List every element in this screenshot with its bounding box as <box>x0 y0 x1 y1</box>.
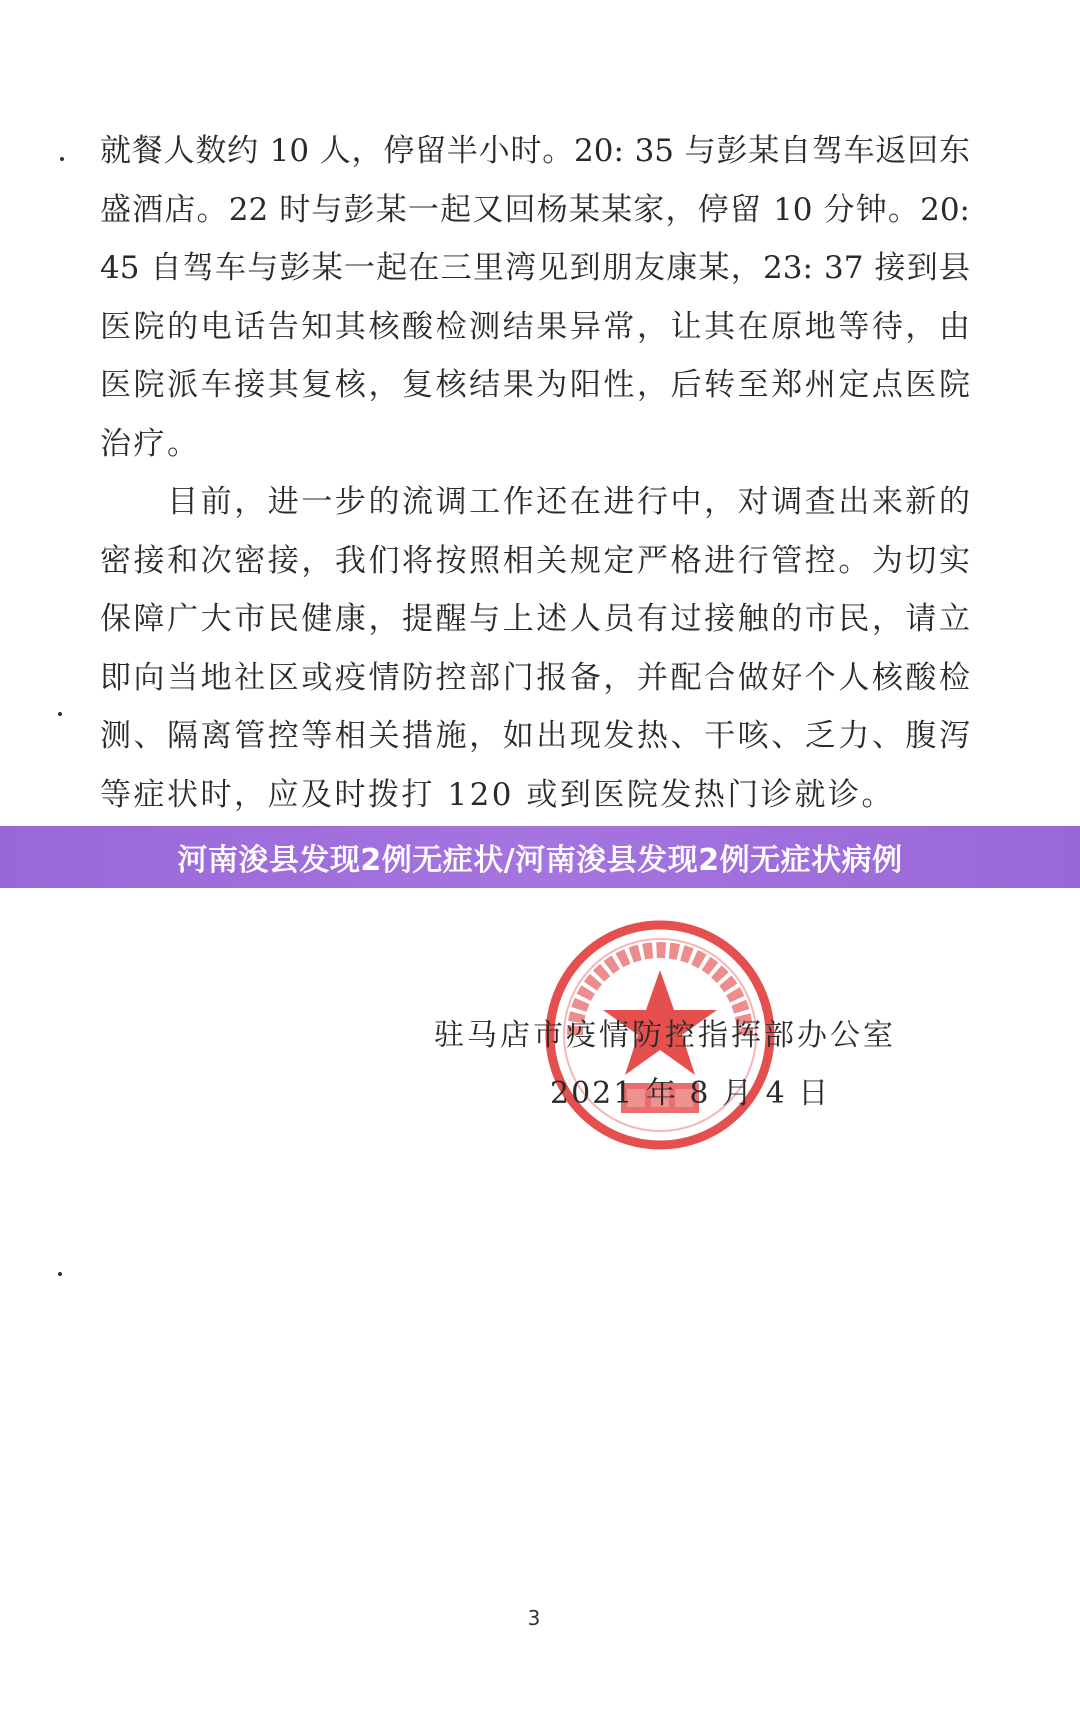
text-line: 测、隔离管控等相关措施，如出现发热、干咳、乏力、腹泻 <box>100 718 970 754</box>
body-text <box>100 122 970 824</box>
signature-date: 2021 年 8 月 4 日 <box>550 1076 831 1111</box>
title-banner <box>0 826 1080 888</box>
margin-mark <box>60 157 64 161</box>
margin-mark <box>58 1272 62 1276</box>
banner-title: 河南浚县发现2例无症状/河南浚县发现2例无症状病例 <box>177 843 903 878</box>
text-line: 保障广大市民健康，提醒与上述人员有过接触的市民，请立 <box>100 601 970 637</box>
text-line: 医院派车接其复核，复核结果为阳性，后转至郑州定点医院 <box>100 367 970 403</box>
text-line: 盛酒店。22 时与彭某一起又回杨某某家，停留 10 分钟。20: <box>100 191 970 228</box>
text-line: 密接和次密接，我们将按照相关规定严格进行管控。为切实 <box>100 542 970 579</box>
text-line: 45 自驾车与彭某一起在三里湾见到朋友康某，23: 37 接到县 <box>100 250 970 286</box>
text-line: 等症状时，应及时拨打 120 或到医院发热门诊就诊。 <box>100 776 895 813</box>
text-line: 就餐人数约 10 人，停留半小时。20: 35 与彭某自驾车返回东 <box>100 133 970 169</box>
text-line: 治疗。 <box>100 425 201 462</box>
text-line: 即向当地社区或疫情防控部门报备，并配合做好个人核酸检 <box>100 659 970 696</box>
text-line: 目前，进一步的流调工作还在进行中，对调查出来新的 <box>100 484 970 520</box>
page-number: 3 <box>527 1606 541 1630</box>
signature-organization: 驻马店市疫情防控指挥部办公室 <box>434 1018 896 1053</box>
margin-mark <box>58 712 62 716</box>
text-line: 医院的电话告知其核酸检测结果异常，让其在原地等待，由 <box>100 308 970 345</box>
